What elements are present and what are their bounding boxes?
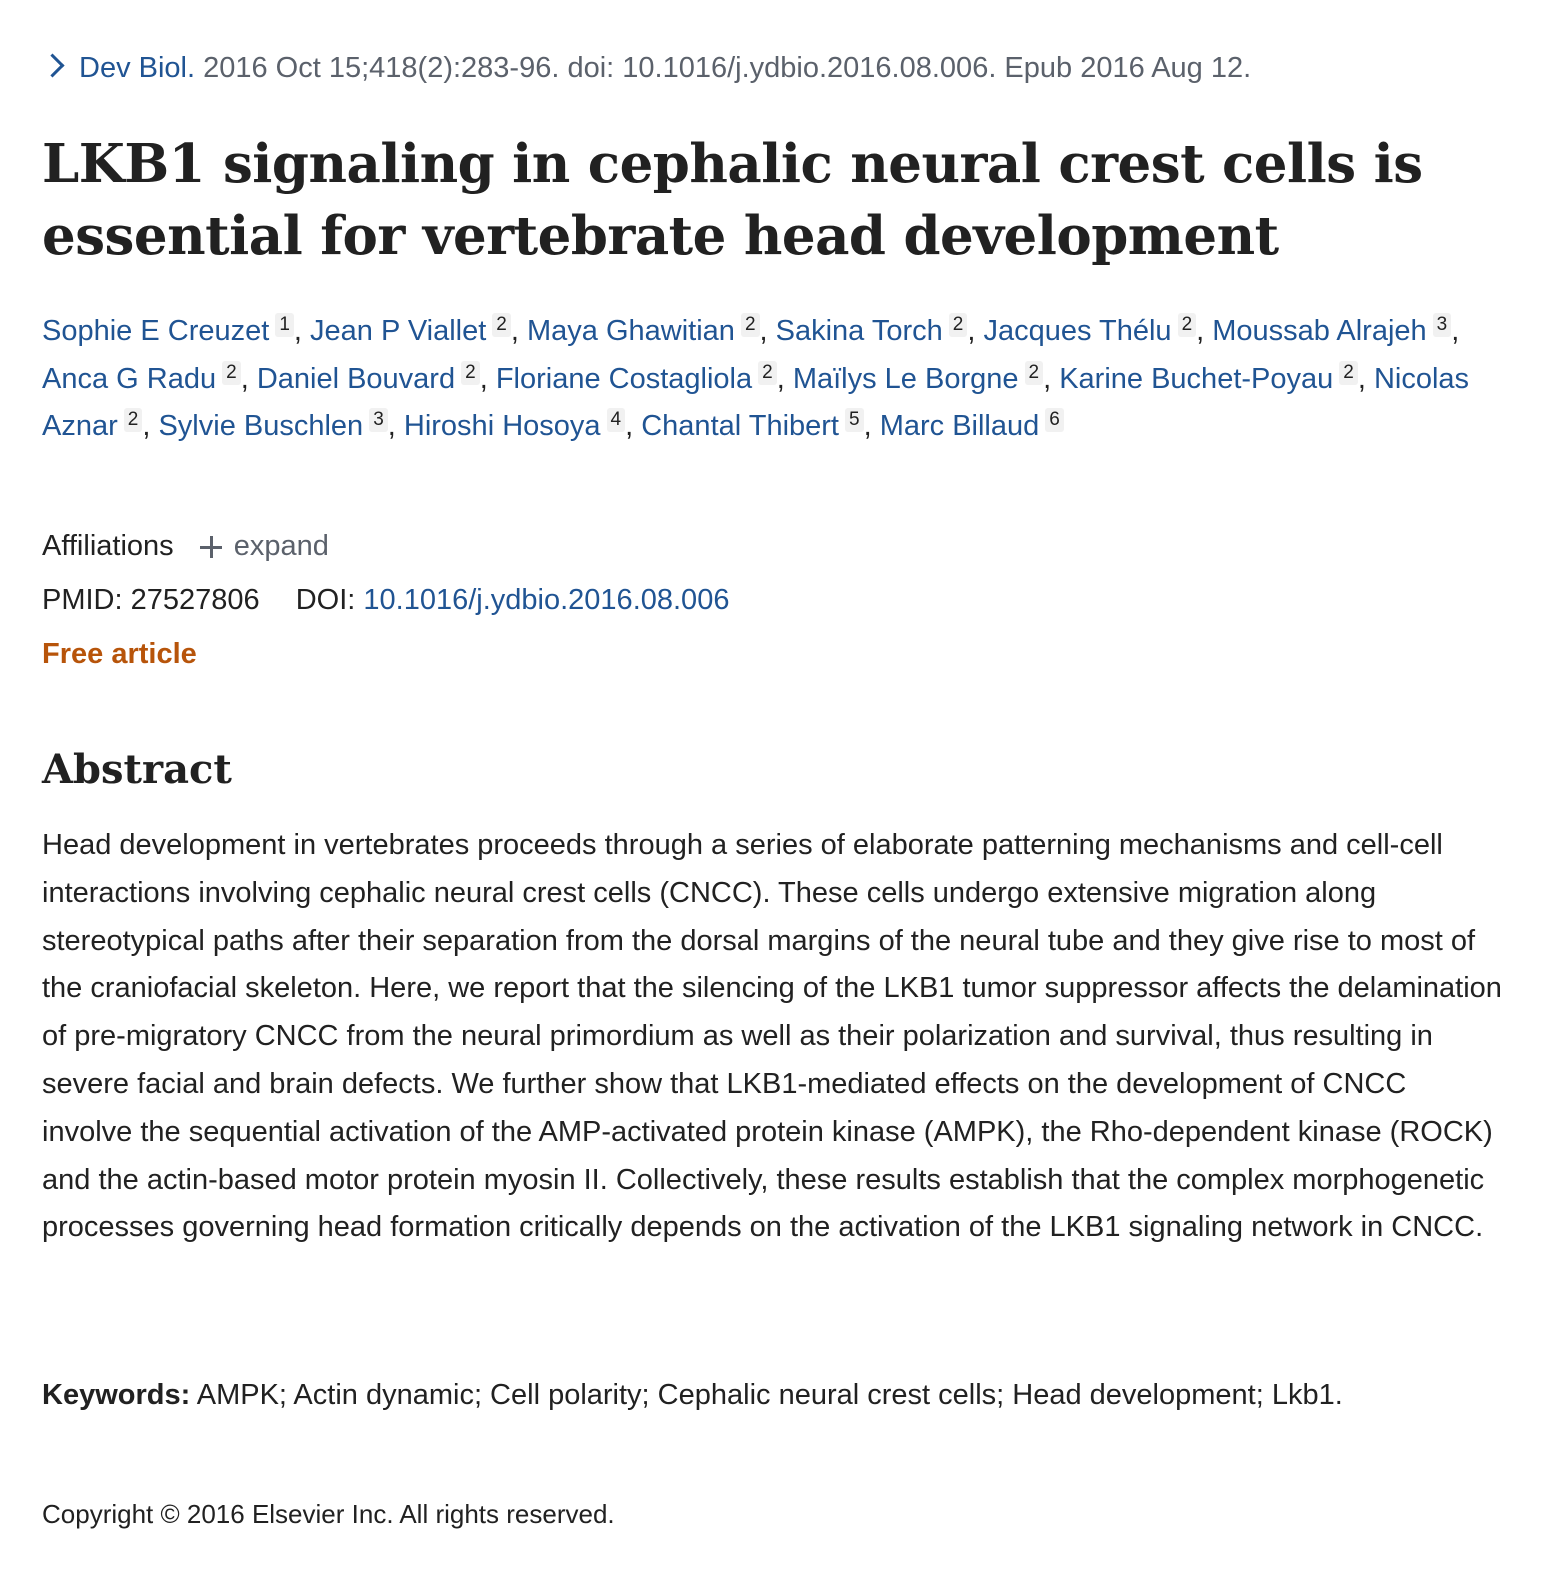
expand-label: expand	[233, 530, 329, 562]
author-link[interactable]: Sylvie Buschlen	[158, 410, 364, 442]
author-link[interactable]: Chantal Thibert	[641, 410, 839, 442]
plus-icon	[200, 536, 222, 558]
keywords	[42, 1372, 1502, 1420]
author-link[interactable]: Moussab Alrajeh	[1212, 315, 1427, 347]
author-link[interactable]: Karine Buchet-Poyau	[1059, 362, 1334, 395]
author-affiliation-number[interactable]: 5	[845, 408, 864, 432]
abstract-heading: Abstract	[42, 746, 232, 793]
author-link[interactable]: Hiroshi Hosoya	[403, 410, 601, 442]
affiliations-row	[42, 526, 329, 566]
identifiers-row	[42, 580, 729, 620]
free-article-badge: Free article	[42, 638, 197, 670]
chevron-right-icon[interactable]	[40, 53, 64, 77]
article-title: LKB1 signaling in cephalic neural crest cells is essential for vertebrate head development	[42, 133, 1423, 267]
author-affiliation-number[interactable]: 2	[1178, 313, 1197, 337]
affiliations-expand-button[interactable]	[200, 530, 329, 562]
affiliations-label: Affiliations	[42, 530, 174, 562]
author-affiliation-number[interactable]: 4	[607, 408, 626, 432]
copyright-notice: Copyright © 2016 Elsevier Inc. All rights reserved.	[42, 1499, 615, 1529]
author-affiliation-number[interactable]: 6	[1045, 408, 1064, 432]
author-affiliation-number[interactable]: 1	[275, 313, 294, 337]
author-link[interactable]: Anca G Radu	[42, 362, 217, 395]
author-link[interactable]: Nicolas Aznar	[42, 362, 1470, 442]
author-link[interactable]: Marc Billaud	[879, 410, 1040, 442]
author-link[interactable]: Daniel Bouvard	[256, 362, 456, 395]
author-link[interactable]: Maya Ghawitian	[527, 315, 735, 347]
author-link[interactable]: Maïlys Le Borgne	[792, 362, 1019, 395]
author-affiliation-number[interactable]: 2	[222, 361, 241, 385]
author-affiliation-number[interactable]: 2	[461, 361, 480, 385]
author-link[interactable]: Jean P Viallet	[310, 315, 487, 347]
abstract-text: Head development in vertebrates proceeds through a series of elaborate patterning mechanisms and cell-cell interactions involving cephalic neural crest cells (CNCC). These cells undergo extensive migration along stereotypical paths after their separation from the dorsal margins of the neural tube and they give rise to most of the craniofacial skeleton. Here, we report that the silencing of the LKB1 tumor suppressor affects the delamination of pre-migratory CNCC from the neural primordium as well as their polarization and survival, thus resulting in severe facial and brain defects. We further show that LKB1-mediated effects on the development of CNCC involve the sequential activation of the AMP-activated protein kinase (AMPK), the Rho-dependent kinase (ROCK) and the actin-based motor protein myosin II. Collectively, these results establish that the complex morphogenetic processes governing head formation critically depends on the activation of the LKB1 signaling network in CNCC.	[42, 829, 1502, 1244]
author-affiliation-number[interactable]: 2	[1025, 361, 1044, 385]
author-affiliation-number[interactable]: 3	[1433, 313, 1452, 337]
pmid-label: PMID:	[42, 584, 123, 616]
author-affiliation-number[interactable]: 2	[758, 361, 777, 385]
citation-line	[42, 48, 1251, 88]
author-link[interactable]: Sakina Torch	[775, 315, 943, 347]
authors-list: Sophie E Creuzet 1 , Jean P Viallet 2 , Maya Ghawitian 2 , Sakina Torch 2 , Jacques Thélu 2 , Moussab Alrajeh 3 , Anca G Radu 2 , Daniel Bouvard 2 , Floriane Costagliola 2 , Maïlys Le Borgne 2 , Karine Buchet-Poyau 2 , Nicolas Aznar 2 , Sylvie Buschlen 3 , Hiroshi Hosoya 4 , Chantal Thibert 5 , Marc Billaud 6	[42, 314, 1470, 442]
author-affiliation-number[interactable]: 2	[949, 313, 968, 337]
journal-link[interactable]: Dev Biol.	[79, 52, 196, 84]
author-affiliation-number[interactable]: 2	[124, 408, 143, 432]
pmid-value: 27527806	[130, 584, 260, 616]
author-link[interactable]: Floriane Costagliola	[495, 362, 753, 395]
doi-label: DOI:	[295, 584, 356, 616]
author-affiliation-number[interactable]: 2	[1339, 361, 1358, 385]
doi-link[interactable]: 10.1016/j.ydbio.2016.08.006	[363, 584, 730, 616]
author-link[interactable]: Jacques Thélu	[983, 315, 1172, 347]
author-link[interactable]: Sophie E Creuzet	[42, 315, 270, 347]
author-affiliation-number[interactable]: 2	[492, 313, 511, 337]
author-affiliation-number[interactable]: 2	[741, 313, 760, 337]
keywords-text: AMPK; Actin dynamic; Cell polarity; Cephalic neural crest cells; Head development; Lkb1.	[196, 1379, 1343, 1411]
author-affiliation-number[interactable]: 3	[369, 408, 388, 432]
citation-details: 2016 Oct 15;418(2):283-96. doi: 10.1016/j.ydbio.2016.08.006. Epub 2016 Aug 12.	[203, 52, 1252, 84]
keywords-label: Keywords:	[42, 1379, 191, 1411]
